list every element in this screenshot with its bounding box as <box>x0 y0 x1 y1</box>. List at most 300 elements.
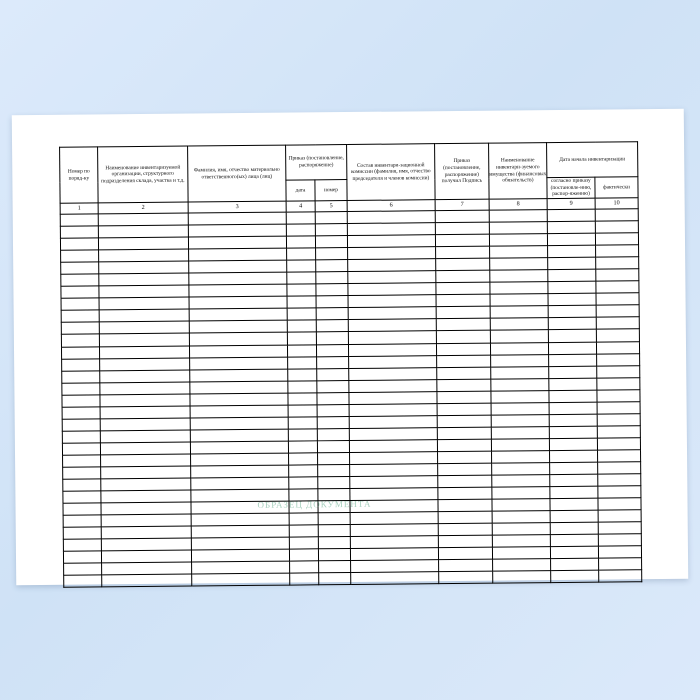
table-cell[interactable] <box>548 318 596 331</box>
table-cell[interactable] <box>435 222 489 235</box>
table-cell[interactable] <box>492 463 550 476</box>
table-cell[interactable] <box>191 513 289 526</box>
table-cell[interactable] <box>437 415 491 428</box>
table-cell[interactable] <box>493 571 551 584</box>
table-cell[interactable] <box>101 502 191 515</box>
table-cell[interactable] <box>548 269 596 282</box>
table-cell[interactable] <box>437 379 491 392</box>
table-cell[interactable] <box>189 260 287 273</box>
table-cell[interactable] <box>436 270 490 283</box>
table-cell[interactable] <box>317 416 349 428</box>
table-cell[interactable] <box>62 407 100 419</box>
table-cell[interactable] <box>349 440 437 453</box>
table-cell[interactable] <box>101 478 191 491</box>
table-cell[interactable] <box>350 512 438 525</box>
table-cell[interactable] <box>63 551 101 563</box>
table-cell[interactable] <box>436 294 490 307</box>
table-cell[interactable] <box>315 212 347 224</box>
table-cell[interactable] <box>596 329 639 341</box>
table-cell[interactable] <box>318 452 350 464</box>
table-cell[interactable] <box>597 353 640 365</box>
table-cell[interactable] <box>316 296 348 308</box>
table-cell[interactable] <box>62 431 100 443</box>
table-cell[interactable] <box>318 549 350 561</box>
table-cell[interactable] <box>438 547 492 560</box>
table-cell[interactable] <box>548 293 596 306</box>
table-cell[interactable] <box>289 513 318 525</box>
table-cell[interactable] <box>316 320 348 332</box>
table-cell[interactable] <box>316 248 348 260</box>
table-cell[interactable] <box>550 546 598 559</box>
table-cell[interactable] <box>315 236 347 248</box>
table-cell[interactable] <box>99 273 189 286</box>
table-cell[interactable] <box>188 212 286 225</box>
table-cell[interactable] <box>491 426 549 439</box>
table-cell[interactable] <box>597 414 640 426</box>
table-cell[interactable] <box>289 549 318 561</box>
table-cell[interactable] <box>438 487 492 500</box>
table-cell[interactable] <box>317 368 349 380</box>
table-cell[interactable] <box>436 246 490 259</box>
table-cell[interactable] <box>598 522 641 534</box>
table-cell[interactable] <box>347 235 435 248</box>
table-cell[interactable] <box>350 548 438 561</box>
table-cell[interactable] <box>61 262 99 274</box>
table-cell[interactable] <box>287 308 316 320</box>
table-cell[interactable] <box>438 451 492 464</box>
table-cell[interactable] <box>190 393 288 406</box>
table-cell[interactable] <box>598 474 641 486</box>
table-cell[interactable] <box>437 403 491 416</box>
table-cell[interactable] <box>100 418 190 431</box>
table-cell[interactable] <box>548 281 596 294</box>
table-cell[interactable] <box>288 356 317 368</box>
table-cell[interactable] <box>289 525 318 537</box>
table-cell[interactable] <box>188 224 286 237</box>
table-cell[interactable] <box>491 414 549 427</box>
table-cell[interactable] <box>317 428 349 440</box>
table-cell[interactable] <box>99 285 189 298</box>
table-cell[interactable] <box>596 245 639 257</box>
table-cell[interactable] <box>192 561 290 574</box>
table-cell[interactable] <box>490 270 548 283</box>
table-cell[interactable] <box>100 382 190 395</box>
table-cell[interactable] <box>286 224 315 236</box>
table-cell[interactable] <box>61 250 99 262</box>
table-cell[interactable] <box>287 284 316 296</box>
table-cell[interactable] <box>351 560 439 573</box>
table-cell[interactable] <box>349 367 437 380</box>
table-cell[interactable] <box>350 500 438 513</box>
table-cell[interactable] <box>192 573 290 586</box>
table-cell[interactable] <box>287 332 316 344</box>
table-cell[interactable] <box>435 210 489 223</box>
table-cell[interactable] <box>492 547 550 560</box>
table-cell[interactable] <box>492 487 550 500</box>
table-cell[interactable] <box>290 561 319 573</box>
table-cell[interactable] <box>550 534 598 547</box>
table-cell[interactable] <box>289 489 318 501</box>
table-cell[interactable] <box>289 465 318 477</box>
table-cell[interactable] <box>348 343 436 356</box>
table-cell[interactable] <box>349 391 437 404</box>
table-cell[interactable] <box>100 358 190 371</box>
table-cell[interactable] <box>190 417 288 430</box>
table-cell[interactable] <box>438 523 492 536</box>
table-cell[interactable] <box>191 477 289 490</box>
table-cell[interactable] <box>316 332 348 344</box>
table-cell[interactable] <box>289 501 318 513</box>
table-cell[interactable] <box>551 558 599 571</box>
table-cell[interactable] <box>98 237 188 250</box>
table-cell[interactable] <box>549 438 597 451</box>
table-cell[interactable] <box>489 234 547 247</box>
table-cell[interactable] <box>319 573 351 585</box>
table-cell[interactable] <box>318 501 350 513</box>
table-cell[interactable] <box>491 366 549 379</box>
table-cell[interactable] <box>490 258 548 271</box>
table-cell[interactable] <box>99 261 189 274</box>
table-cell[interactable] <box>63 527 101 539</box>
table-cell[interactable] <box>598 486 641 498</box>
table-cell[interactable] <box>60 214 98 226</box>
table-cell[interactable] <box>100 406 190 419</box>
table-cell[interactable] <box>317 392 349 404</box>
table-cell[interactable] <box>437 367 491 380</box>
table-cell[interactable] <box>62 395 100 407</box>
table-cell[interactable] <box>599 570 642 582</box>
table-cell[interactable] <box>189 308 287 321</box>
table-cell[interactable] <box>438 511 492 524</box>
table-cell[interactable] <box>490 330 548 343</box>
table-cell[interactable] <box>190 405 288 418</box>
table-cell[interactable] <box>191 537 289 550</box>
table-cell[interactable] <box>491 402 549 415</box>
table-cell[interactable] <box>598 450 641 462</box>
table-cell[interactable] <box>547 233 595 246</box>
table-cell[interactable] <box>288 429 317 441</box>
table-cell[interactable] <box>317 440 349 452</box>
table-cell[interactable] <box>189 296 287 309</box>
table-cell[interactable] <box>348 307 436 320</box>
table-cell[interactable] <box>348 259 436 272</box>
table-cell[interactable] <box>437 427 491 440</box>
table-cell[interactable] <box>492 523 550 536</box>
table-cell[interactable] <box>190 369 288 382</box>
table-cell[interactable] <box>318 489 350 501</box>
table-cell[interactable] <box>100 394 190 407</box>
table-cell[interactable] <box>319 561 351 573</box>
table-cell[interactable] <box>438 475 492 488</box>
table-cell[interactable] <box>349 415 437 428</box>
table-cell[interactable] <box>549 390 597 403</box>
table-cell[interactable] <box>189 333 287 346</box>
table-cell[interactable] <box>190 441 288 454</box>
table-cell[interactable] <box>63 467 101 479</box>
table-cell[interactable] <box>595 233 638 245</box>
table-cell[interactable] <box>549 366 597 379</box>
table-cell[interactable] <box>350 464 438 477</box>
table-cell[interactable] <box>492 451 550 464</box>
table-cell[interactable] <box>318 464 350 476</box>
table-cell[interactable] <box>101 550 191 563</box>
table-cell[interactable] <box>596 293 639 305</box>
table-cell[interactable] <box>99 249 189 262</box>
table-cell[interactable] <box>61 298 99 310</box>
table-cell[interactable] <box>100 370 190 383</box>
table-cell[interactable] <box>63 515 101 527</box>
table-cell[interactable] <box>548 330 596 343</box>
table-cell[interactable] <box>438 463 492 476</box>
table-cell[interactable] <box>491 390 549 403</box>
table-cell[interactable] <box>63 539 101 551</box>
table-cell[interactable] <box>349 355 437 368</box>
table-cell[interactable] <box>439 560 493 573</box>
table-cell[interactable] <box>60 226 98 238</box>
table-cell[interactable] <box>61 334 99 346</box>
table-cell[interactable] <box>64 575 102 587</box>
table-cell[interactable] <box>99 346 189 359</box>
table-cell[interactable] <box>316 284 348 296</box>
table-cell[interactable] <box>548 306 596 319</box>
table-cell[interactable] <box>316 272 348 284</box>
table-cell[interactable] <box>597 389 640 401</box>
table-cell[interactable] <box>287 272 316 284</box>
table-cell[interactable] <box>289 537 318 549</box>
table-cell[interactable] <box>315 224 347 236</box>
table-cell[interactable] <box>101 490 191 503</box>
table-cell[interactable] <box>348 247 436 260</box>
table-cell[interactable] <box>287 296 316 308</box>
table-cell[interactable] <box>347 223 435 236</box>
table-cell[interactable] <box>490 318 548 331</box>
table-cell[interactable] <box>436 282 490 295</box>
table-cell[interactable] <box>596 305 639 317</box>
table-cell[interactable] <box>318 537 350 549</box>
table-cell[interactable] <box>287 320 316 332</box>
table-cell[interactable] <box>490 294 548 307</box>
table-cell[interactable] <box>490 282 548 295</box>
table-cell[interactable] <box>99 334 189 347</box>
table-cell[interactable] <box>348 283 436 296</box>
table-cell[interactable] <box>191 489 289 502</box>
table-cell[interactable] <box>549 378 597 391</box>
table-cell[interactable] <box>100 430 190 443</box>
table-cell[interactable] <box>98 213 188 226</box>
table-cell[interactable] <box>548 257 596 270</box>
table-cell[interactable] <box>598 534 641 546</box>
table-cell[interactable] <box>287 344 316 356</box>
table-cell[interactable] <box>492 535 550 548</box>
table-cell[interactable] <box>598 510 641 522</box>
table-cell[interactable] <box>288 393 317 405</box>
table-cell[interactable] <box>101 466 191 479</box>
table-cell[interactable] <box>598 462 641 474</box>
table-cell[interactable] <box>547 221 595 234</box>
table-cell[interactable] <box>63 491 101 503</box>
table-cell[interactable] <box>550 522 598 535</box>
table-cell[interactable] <box>348 331 436 344</box>
table-cell[interactable] <box>491 438 549 451</box>
table-cell[interactable] <box>317 356 349 368</box>
table-cell[interactable] <box>349 428 437 441</box>
table-cell[interactable] <box>348 319 436 332</box>
table-cell[interactable] <box>99 309 189 322</box>
table-cell[interactable] <box>191 525 289 538</box>
table-cell[interactable] <box>436 343 490 356</box>
table-cell[interactable] <box>596 341 639 353</box>
table-cell[interactable] <box>351 572 439 585</box>
table-cell[interactable] <box>190 429 288 442</box>
table-cell[interactable] <box>436 307 490 320</box>
table-cell[interactable] <box>490 306 548 319</box>
table-cell[interactable] <box>190 381 288 394</box>
table-cell[interactable] <box>290 573 319 585</box>
table-cell[interactable] <box>550 462 598 475</box>
table-cell[interactable] <box>490 246 548 259</box>
table-cell[interactable] <box>289 453 318 465</box>
table-cell[interactable] <box>61 286 99 298</box>
table-cell[interactable] <box>61 346 99 358</box>
table-cell[interactable] <box>436 258 490 271</box>
table-cell[interactable] <box>597 401 640 413</box>
table-cell[interactable] <box>63 503 101 515</box>
table-cell[interactable] <box>188 236 286 249</box>
table-cell[interactable] <box>288 368 317 380</box>
table-cell[interactable] <box>597 377 640 389</box>
table-cell[interactable] <box>493 559 551 572</box>
table-cell[interactable] <box>596 269 639 281</box>
table-cell[interactable] <box>489 210 547 223</box>
table-cell[interactable] <box>191 549 289 562</box>
table-cell[interactable] <box>438 499 492 512</box>
table-cell[interactable] <box>491 354 549 367</box>
table-cell[interactable] <box>350 452 438 465</box>
table-cell[interactable] <box>492 475 550 488</box>
table-cell[interactable] <box>597 426 640 438</box>
table-cell[interactable] <box>350 524 438 537</box>
table-cell[interactable] <box>549 402 597 415</box>
table-cell[interactable] <box>63 455 101 467</box>
table-cell[interactable] <box>101 514 191 527</box>
table-cell[interactable] <box>100 442 190 455</box>
table-cell[interactable] <box>61 322 99 334</box>
table-cell[interactable] <box>490 342 548 355</box>
table-cell[interactable] <box>62 443 100 455</box>
table-cell[interactable] <box>288 441 317 453</box>
table-cell[interactable] <box>62 383 100 395</box>
table-cell[interactable] <box>190 357 288 370</box>
table-cell[interactable] <box>350 536 438 549</box>
table-cell[interactable] <box>349 379 437 392</box>
table-cell[interactable] <box>596 257 639 269</box>
table-cell[interactable] <box>437 439 491 452</box>
table-cell[interactable] <box>286 212 315 224</box>
table-cell[interactable] <box>436 331 490 344</box>
table-cell[interactable] <box>347 211 435 224</box>
table-cell[interactable] <box>596 317 639 329</box>
table-cell[interactable] <box>492 511 550 524</box>
table-cell[interactable] <box>189 248 287 261</box>
table-cell[interactable] <box>348 271 436 284</box>
table-cell[interactable] <box>191 453 289 466</box>
table-cell[interactable] <box>595 209 638 221</box>
table-cell[interactable] <box>318 477 350 489</box>
table-cell[interactable] <box>549 426 597 439</box>
table-cell[interactable] <box>348 295 436 308</box>
table-cell[interactable] <box>597 438 640 450</box>
table-cell[interactable] <box>548 245 596 258</box>
table-cell[interactable] <box>287 260 316 272</box>
table-cell[interactable] <box>99 297 189 310</box>
table-cell[interactable] <box>316 260 348 272</box>
table-cell[interactable] <box>288 405 317 417</box>
table-cell[interactable] <box>598 546 641 558</box>
table-cell[interactable] <box>98 225 188 238</box>
table-cell[interactable] <box>438 535 492 548</box>
table-cell[interactable] <box>596 281 639 293</box>
table-cell[interactable] <box>550 498 598 511</box>
table-cell[interactable] <box>289 477 318 489</box>
table-cell[interactable] <box>189 321 287 334</box>
table-cell[interactable] <box>492 499 550 512</box>
table-cell[interactable] <box>547 209 595 222</box>
table-cell[interactable] <box>550 450 598 463</box>
table-cell[interactable] <box>599 558 642 570</box>
table-cell[interactable] <box>62 358 100 370</box>
table-cell[interactable] <box>318 525 350 537</box>
table-cell[interactable] <box>489 222 547 235</box>
table-cell[interactable] <box>350 488 438 501</box>
table-cell[interactable] <box>191 465 289 478</box>
table-cell[interactable] <box>350 476 438 489</box>
table-cell[interactable] <box>595 221 638 233</box>
table-cell[interactable] <box>491 378 549 391</box>
table-cell[interactable] <box>548 342 596 355</box>
table-cell[interactable] <box>60 238 98 250</box>
table-cell[interactable] <box>101 538 191 551</box>
table-cell[interactable] <box>288 417 317 429</box>
table-cell[interactable] <box>437 355 491 368</box>
table-cell[interactable] <box>99 321 189 334</box>
table-cell[interactable] <box>63 479 101 491</box>
table-cell[interactable] <box>597 365 640 377</box>
table-cell[interactable] <box>550 486 598 499</box>
table-cell[interactable] <box>102 574 192 587</box>
table-cell[interactable] <box>318 513 350 525</box>
table-cell[interactable] <box>598 498 641 510</box>
table-cell[interactable] <box>317 404 349 416</box>
table-cell[interactable] <box>287 248 316 260</box>
table-cell[interactable] <box>551 571 599 584</box>
table-cell[interactable] <box>62 371 100 383</box>
table-cell[interactable] <box>61 274 99 286</box>
table-cell[interactable] <box>317 380 349 392</box>
table-cell[interactable] <box>436 319 490 332</box>
table-cell[interactable] <box>288 380 317 392</box>
table-cell[interactable] <box>64 563 102 575</box>
table-cell[interactable] <box>549 354 597 367</box>
table-cell[interactable] <box>286 236 315 248</box>
table-cell[interactable] <box>101 526 191 539</box>
table-cell[interactable] <box>550 474 598 487</box>
table-cell[interactable] <box>550 510 598 523</box>
table-cell[interactable] <box>189 345 287 358</box>
table-cell[interactable] <box>437 391 491 404</box>
table-cell[interactable] <box>189 272 287 285</box>
table-cell[interactable] <box>61 310 99 322</box>
table-cell[interactable] <box>316 344 348 356</box>
